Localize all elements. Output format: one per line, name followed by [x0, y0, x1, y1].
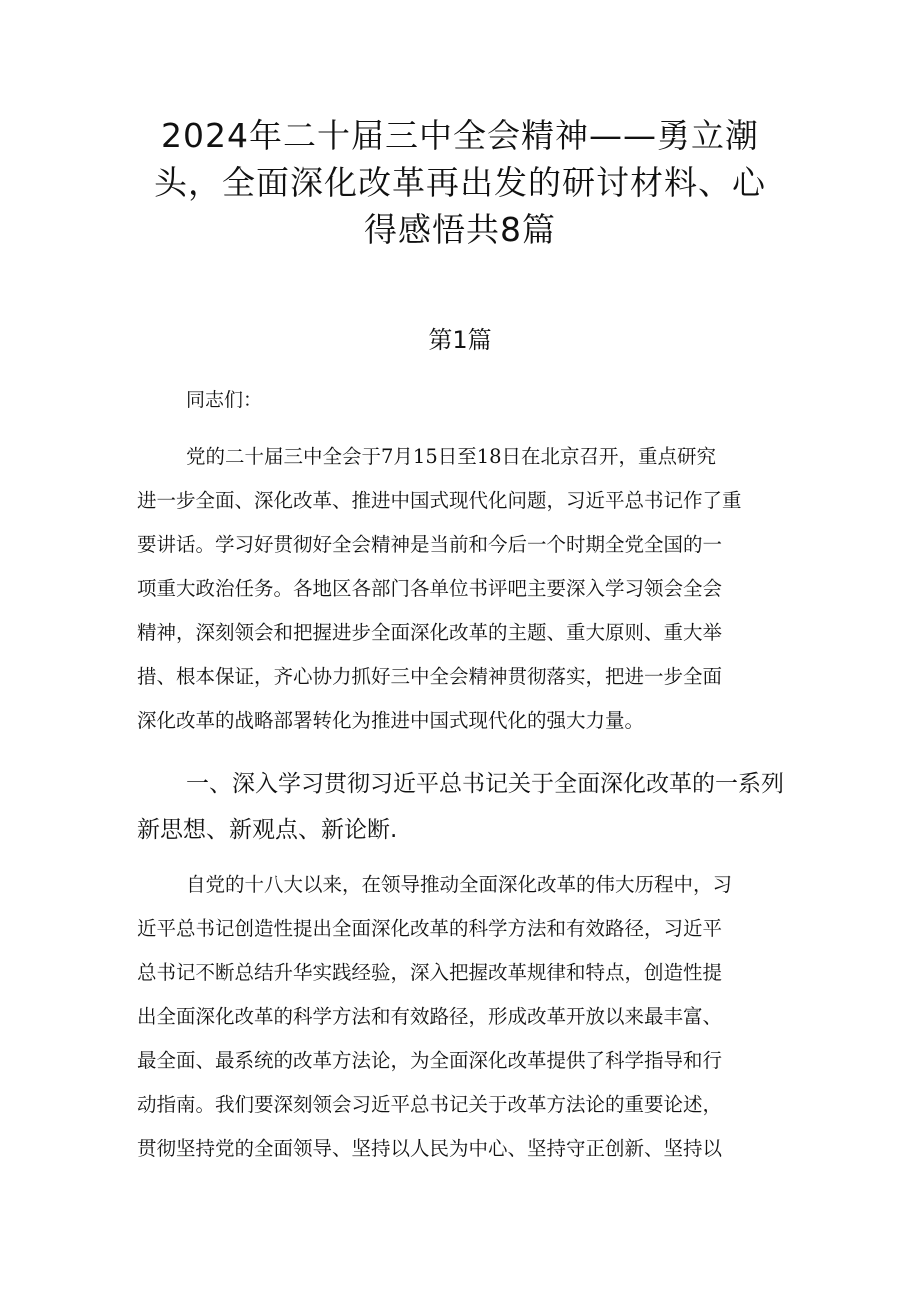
- paragraph2-line: 动指南。我们要深刻领会习近平总书记关于改革方法论的重要论述，: [137, 1093, 723, 1116]
- greeting: 同志们：: [186, 389, 263, 411]
- paragraph1-line: 措、根本保证，齐心协力抓好三中全会精神贯彻落实，把进一步全面: [137, 665, 723, 688]
- title-line-2: 头，全面深化改革再出发的研讨材料、心: [154, 163, 766, 202]
- paragraph1-line: 要讲话。学习好贯彻好全会精神是当前和今后一个时期全党全国的一: [137, 533, 723, 556]
- paragraph2-line: 最全面、最系统的改革方法论，为全面深化改革提供了科学指导和行: [137, 1049, 723, 1072]
- paragraph1-line: 深化改革的战略部署转化为推进中国式现代化的强大力量。: [137, 709, 645, 732]
- paragraph2-line: 自党的十八大以来，在领导推动全面深化改革的伟大历程中，习: [186, 873, 733, 896]
- title-line-1: 2024年二十届三中全会精神——勇立潮: [161, 116, 759, 155]
- paragraph1-line: 精神，深刻领会和把握进步全面深化改革的主题、重大原则、重大举: [137, 621, 723, 644]
- paragraph2-line: 贯彻坚持党的全面领导、坚持以人民为中心、坚持守正创新、坚持以: [137, 1137, 723, 1160]
- paragraph2-line: 总书记不断总结升华实践经验，深入把握改革规律和特点，创造性提: [137, 961, 723, 984]
- paragraph1-line: 项重大政治任务。各地区各部门各单位书评吧主要深入学习领会全会: [137, 577, 723, 600]
- section-heading-line: 新思想、新观点、新论断.: [137, 817, 398, 843]
- title-line-3: 得感悟共8篇: [364, 210, 556, 249]
- section-heading-line: 一、深入学习贯彻习近平总书记关于全面深化改革的一系列: [186, 771, 784, 797]
- paragraph1-line: 党的二十届三中全会于7月15日至18日在北京召开，重点研究: [186, 445, 717, 468]
- chapter-label: 第1篇: [428, 326, 492, 354]
- paragraph1-line: 进一步全面、深化改革、推进中国式现代化问题，习近平总书记作了重: [137, 489, 742, 512]
- document-title: [130, 112, 790, 253]
- paragraph2-line: 出全面深化改革的科学方法和有效路径，形成改革开放以来最丰富、: [137, 1005, 723, 1028]
- paragraph2-line: 近平总书记创造性提出全面深化改革的科学方法和有效路径，习近平: [137, 917, 723, 940]
